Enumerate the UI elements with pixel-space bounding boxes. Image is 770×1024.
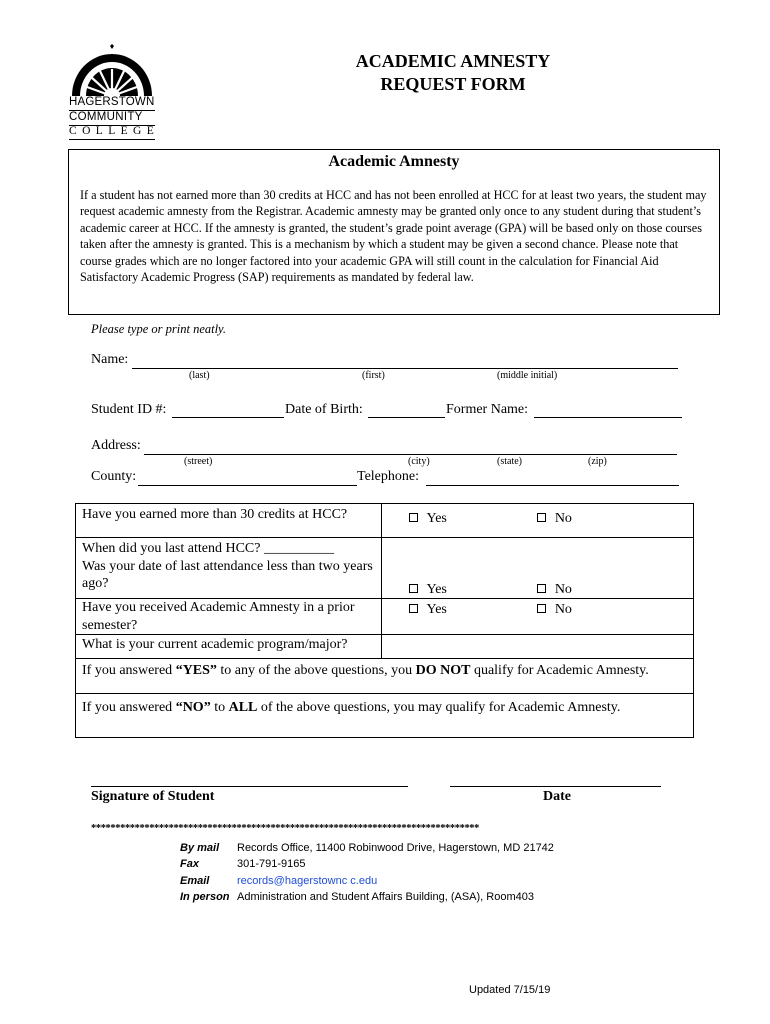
q2a-text: When did you last attend HCC? __________ [82,541,334,556]
contact-fax-row [180,856,554,872]
address-input-line[interactable] [144,454,677,455]
amnesty-heading: Academic Amnesty [328,153,460,170]
name-label: Name: [91,352,129,367]
instructions: Please type or print neatly. [91,322,227,336]
city-caption: (city) [408,456,430,467]
former-name-input-line[interactable] [534,417,682,418]
notice-yes: If you answered “YES” to any of the above questions, you DO NOT qualify for Academic Amnesty. [76,659,694,694]
no-label: No [554,581,572,597]
mail-value: Records Office, 11400 Robinwood Drive, Hagerstown, MD 21742 [237,842,554,854]
q4-text: What is your current academic program/major? [76,635,382,659]
middle-caption: (middle initial) [497,370,558,381]
mail-label: By mail [180,842,220,854]
street-caption: (street) [184,456,213,467]
person-label: In person [180,890,230,903]
logo-line1: HAGERSTOWN [69,96,155,108]
q2-no-checkbox[interactable] [537,584,546,593]
state-caption: (state) [497,456,522,467]
form-title-line2: REQUEST FORM [380,74,526,94]
question-row [76,599,694,635]
first-caption: (first) [362,370,385,381]
fax-value: 301-791-9165 [237,858,306,871]
contact-person-row [180,889,554,905]
county-input-line[interactable] [138,485,357,486]
form-title-line1: ACADEMIC AMNESTY [355,51,551,71]
person-value: Administration and Student Affairs Building, (ASA), Room403 [237,890,534,903]
address-label: Address: [91,438,141,453]
contact-email-row [180,873,554,889]
last-caption: (last) [189,370,210,381]
eligibility-questions-table [75,503,694,738]
name-input-line[interactable] [132,368,678,369]
telephone-label: Telephone: [357,469,419,484]
zip-caption: (zip) [588,456,607,467]
q1-yes-checkbox[interactable] [409,513,418,522]
fax-label: Fax [180,858,199,871]
yes-label: Yes [426,581,447,597]
notice-row [76,659,694,694]
notice-no: If you answered “NO” to ALL of the above questions, you may qualify for Academic Amnesty. [76,694,694,738]
dob-label: Date of Birth: [285,402,363,417]
logo-line3: COLLEGE [69,125,160,137]
dob-input-line[interactable] [368,417,445,418]
q4-answer-cell[interactable] [381,635,694,659]
q2-yes-checkbox[interactable] [409,584,418,593]
yes-label: Yes [426,511,447,526]
updated-date: Updated 7/15/19 [469,984,551,996]
signature-line[interactable] [91,786,408,787]
q3-text: Have you received Academic Amnesty in a prior semester? [76,599,382,635]
logo-line2: COMMUNITY [69,111,143,123]
student-id-label: Student ID #: [91,402,167,417]
former-name-label: Former Name: [446,402,529,417]
student-id-input-line[interactable] [172,417,284,418]
separator: ******************************************************************************** [91,823,480,834]
signature-label: Signature of Student [91,789,215,804]
email-label: Email [180,874,210,887]
email-link[interactable]: records@hagerstownc c.edu [237,874,378,887]
question-row [76,504,694,538]
notice-row [76,694,694,738]
no-label: No [554,602,572,617]
q3-yes-checkbox[interactable] [409,604,418,613]
q3-no-checkbox[interactable] [537,604,546,613]
date-label: Date [543,789,571,804]
q1-no-checkbox[interactable] [537,513,546,522]
arch-emblem-icon [66,44,158,96]
county-label: County: [91,469,137,484]
q2b-text: Was your date of last attendance less than two years ago? [82,558,373,591]
yes-label: Yes [426,602,447,617]
q1-text: Have you earned more than 30 credits at HCC? [76,504,382,538]
question-row [76,635,694,659]
no-label: No [554,511,572,526]
contact-block [180,840,554,905]
amnesty-info-box [68,149,720,315]
question-row [76,538,694,599]
telephone-input-line[interactable] [426,485,679,486]
amnesty-description: If a student has not earned more than 30 credits at HCC and has not been enrolled at HCC for at least two years, the student may request academic amnesty from the Registrar. Academic amnesty may be granted only once to any student during that student’s academic career at HCC. If the amnesty is granted, the student’s grade point average (GPA) will be based only on those courses taken after the amnesty is granted. This is a mechanism by which a student may be given a second chance. Please note that course grades which are no longer factored into your academic GPA will still count in the calculation for Financial Aid Satisfactory Academic Progress (SAP) requirements as mandated by federal law. [80,188,707,285]
contact-mail-row [180,840,554,856]
date-line[interactable] [450,786,661,787]
college-logo [66,44,158,140]
